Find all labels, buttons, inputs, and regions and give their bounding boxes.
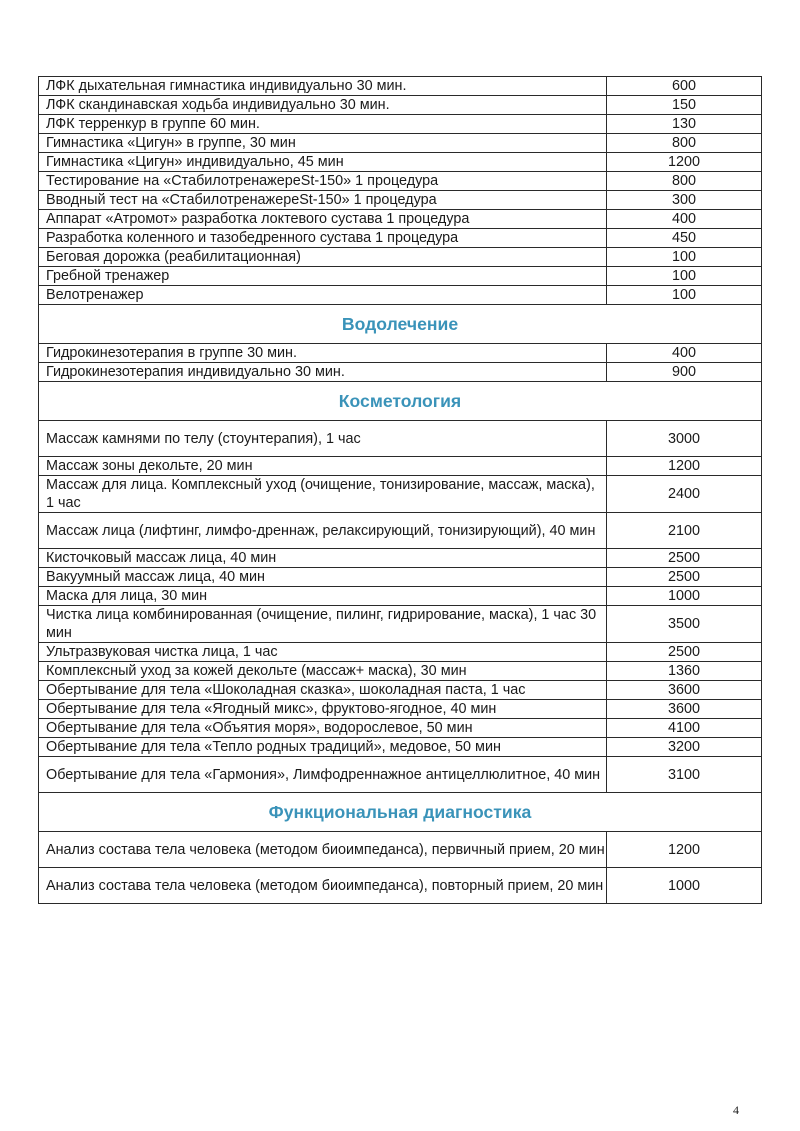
section-header-row [39, 305, 762, 344]
section-header-row [39, 382, 762, 421]
service-name-cell: Анализ состава тела человека (методом биоимпеданса), первичный прием, 20 мин [39, 832, 607, 868]
price-cell: 2500 [607, 549, 762, 568]
table-row [39, 832, 762, 868]
table-row [39, 191, 762, 210]
page-number: 4 [733, 1103, 739, 1117]
service-name-cell: Обертывание для тела «Гармония», Лимфодреннажное антицеллюлитное, 40 мин [39, 757, 607, 793]
service-name-cell: Кисточковый массаж лица, 40 мин [39, 549, 607, 568]
service-name-cell: Гидрокинезотерапия индивидуально 30 мин. [39, 363, 607, 382]
price-cell: 900 [607, 363, 762, 382]
price-cell: 1200 [607, 457, 762, 476]
price-cell: 2500 [607, 568, 762, 587]
service-name-cell: Ультразвуковая чистка лица, 1 час [39, 643, 607, 662]
service-name-cell: Обертывание для тела «Шоколадная сказка», шоколадная паста, 1 час [39, 681, 607, 700]
service-name-cell: Вводный тест на «СтабилотренажереSt-150» 1 процедура [39, 191, 607, 210]
price-cell: 2100 [607, 513, 762, 549]
service-name-cell: Массаж камнями по телу (стоунтерапия), 1 час [39, 421, 607, 457]
service-name-cell: Маска для лица, 30 мин [39, 587, 607, 606]
table-row [39, 700, 762, 719]
table-row [39, 681, 762, 700]
price-cell: 4100 [607, 719, 762, 738]
service-name-cell: Комплексный уход за кожей декольте (массаж+ маска), 30 мин [39, 662, 607, 681]
service-name-cell: Обертывание для тела «Тепло родных традиций», медовое, 50 мин [39, 738, 607, 757]
price-cell: 600 [607, 77, 762, 96]
price-cell: 3500 [607, 606, 762, 643]
table-row [39, 868, 762, 904]
service-name-cell: ЛФК дыхательная гимнастика индивидуально 30 мин. [39, 77, 607, 96]
section-header-row [39, 793, 762, 832]
service-name-cell: Массаж лица (лифтинг, лимфо-дреннаж, релаксирующий, тонизирующий), 40 мин [39, 513, 607, 549]
table-row [39, 549, 762, 568]
table-row [39, 476, 762, 513]
price-cell: 800 [607, 172, 762, 191]
service-name-cell: ЛФК скандинавская ходьба индивидуально 30 мин. [39, 96, 607, 115]
service-name-cell: Велотренажер [39, 286, 607, 305]
price-cell: 2400 [607, 476, 762, 513]
table-row [39, 662, 762, 681]
price-cell: 3000 [607, 421, 762, 457]
service-name-cell: Вакуумный массаж лица, 40 мин [39, 568, 607, 587]
service-name-cell: Гидрокинезотерапия в группе 30 мин. [39, 344, 607, 363]
price-cell: 1360 [607, 662, 762, 681]
price-cell: 400 [607, 344, 762, 363]
price-cell: 800 [607, 134, 762, 153]
price-cell: 1000 [607, 868, 762, 904]
table-row [39, 77, 762, 96]
service-name-cell: Массаж зоны декольте, 20 мин [39, 457, 607, 476]
price-list-body [39, 77, 762, 904]
service-name-cell: Гимнастика «Цигун» индивидуально, 45 мин [39, 153, 607, 172]
table-row [39, 363, 762, 382]
service-name-cell: Разработка коленного и тазобедренного сустава 1 процедура [39, 229, 607, 248]
table-row [39, 172, 762, 191]
service-name-cell: Аппарат «Атромот» разработка локтевого сустава 1 процедура [39, 210, 607, 229]
service-name-cell: Обертывание для тела «Объятия моря», водорослевое, 50 мин [39, 719, 607, 738]
table-row [39, 719, 762, 738]
price-cell: 150 [607, 96, 762, 115]
price-list-table [38, 76, 762, 904]
price-cell: 300 [607, 191, 762, 210]
price-cell: 100 [607, 267, 762, 286]
price-cell: 1000 [607, 587, 762, 606]
service-name-cell: Чистка лица комбинированная (очищение, пилинг, гидрирование, маска), 1 час 30 мин [39, 606, 607, 643]
service-name-cell: Анализ состава тела человека (методом биоимпеданса), повторный прием, 20 мин [39, 868, 607, 904]
price-cell: 100 [607, 286, 762, 305]
service-name-cell: Тестирование на «СтабилотренажереSt-150» 1 процедура [39, 172, 607, 191]
service-name-cell: Обертывание для тела «Ягодный микс», фруктово-ягодное, 40 мин [39, 700, 607, 719]
service-name-cell: Гребной тренажер [39, 267, 607, 286]
price-cell: 130 [607, 115, 762, 134]
table-row [39, 568, 762, 587]
table-row [39, 587, 762, 606]
table-row [39, 134, 762, 153]
price-cell: 1200 [607, 153, 762, 172]
price-cell: 3600 [607, 700, 762, 719]
service-name-cell: Беговая дорожка (реабилитационная) [39, 248, 607, 267]
price-cell: 400 [607, 210, 762, 229]
table-row [39, 738, 762, 757]
table-row [39, 248, 762, 267]
table-row [39, 153, 762, 172]
price-cell: 3200 [607, 738, 762, 757]
section-title: Водолечение [39, 305, 762, 344]
section-title: Косметология [39, 382, 762, 421]
table-row [39, 757, 762, 793]
section-title: Функциональная диагностика [39, 793, 762, 832]
service-name-cell: ЛФК терренкур в группе 60 мин. [39, 115, 607, 134]
price-cell: 2500 [607, 643, 762, 662]
price-cell: 3100 [607, 757, 762, 793]
table-row [39, 210, 762, 229]
table-row [39, 115, 762, 134]
table-row [39, 286, 762, 305]
table-row [39, 96, 762, 115]
table-row [39, 267, 762, 286]
table-row [39, 421, 762, 457]
table-row [39, 229, 762, 248]
table-row [39, 344, 762, 363]
price-cell: 450 [607, 229, 762, 248]
table-row [39, 513, 762, 549]
service-name-cell: Массаж для лица. Комплексный уход (очищение, тонизирование, массаж, маска), 1 час [39, 476, 607, 513]
table-row [39, 457, 762, 476]
table-row [39, 606, 762, 643]
table-row [39, 643, 762, 662]
price-cell: 1200 [607, 832, 762, 868]
service-name-cell: Гимнастика «Цигун» в группе, 30 мин [39, 134, 607, 153]
price-cell: 100 [607, 248, 762, 267]
price-cell: 3600 [607, 681, 762, 700]
